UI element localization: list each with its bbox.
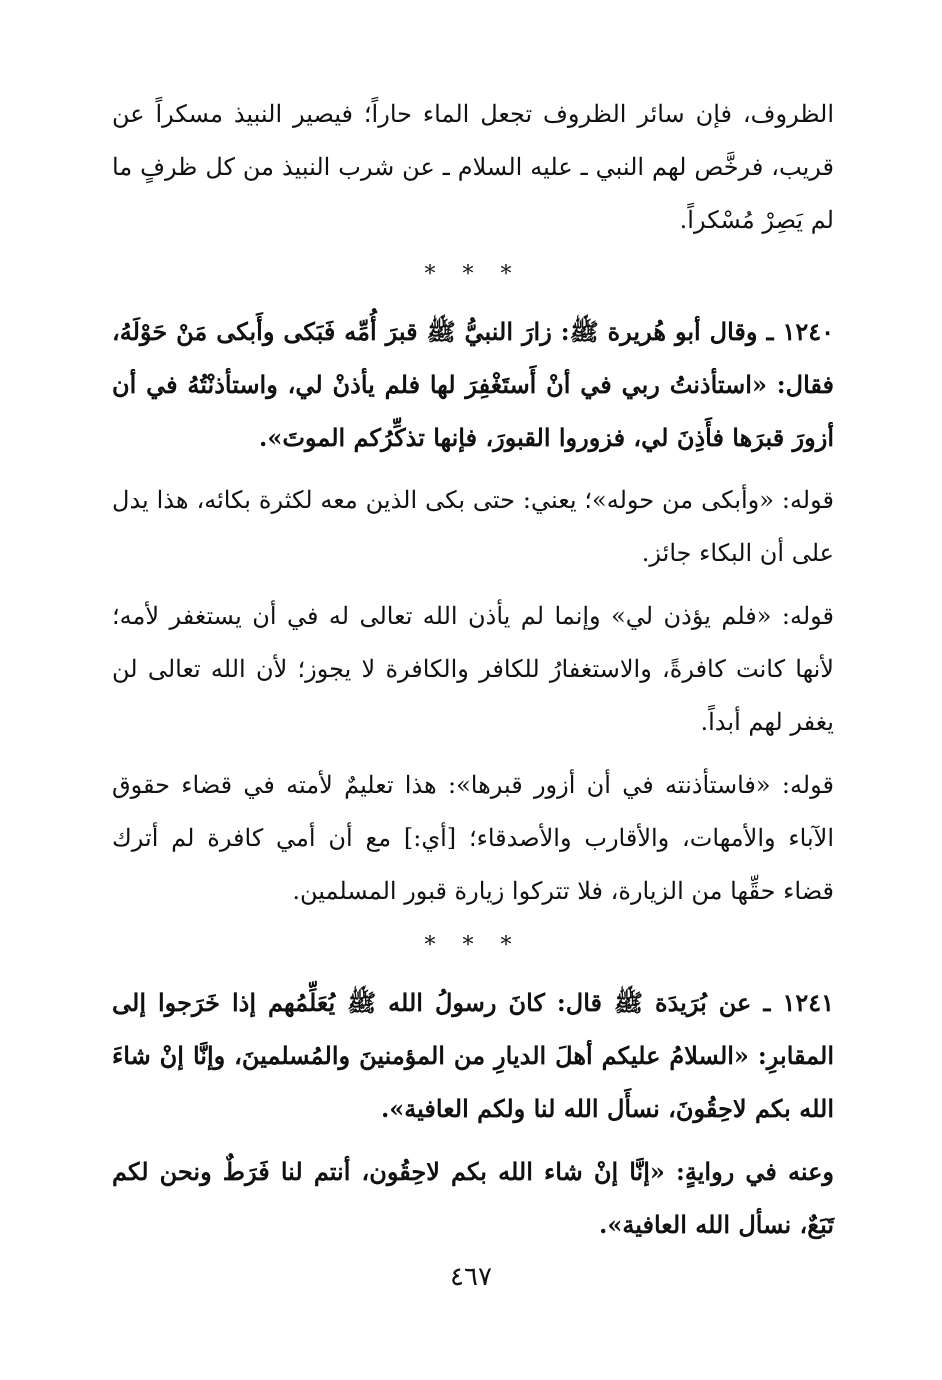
page-number: ٤٦٧ xyxy=(450,1262,492,1292)
commentary-visiting-grave: قوله: «فاستأذنته في أن أزور قبرها»: هذا تعليمٌ لأمته في قضاء حقوق الآباء والأمهات، والأقارب والأصدقاء؛ [أي:] مع أن أمي كافرة لم أترك قضاء حقِّها من الزيارة، فلا تتركوا زيارة قبور المسلمين. xyxy=(112,771,834,905)
hadith-1241-narration: وعنه في روايةٍ: «إنَّا إنْ شاء الله بكم لاحِقُون، أنتم لنا فَرَطٌ ونحن لكم تَبَعٌ، نسأل الله العافية». xyxy=(112,1157,834,1239)
commentary-forgiveness: قوله: «فلم يؤذن لي» وإنما لم يأذن الله تعالى له في أن يستغفر لأمه؛ لأنها كانت كافرةً، والاستغفارُ للكافر والكافرة لا يجوز؛ لأن الله تعالى لن يغفر لهم أبداً. xyxy=(112,602,834,736)
paragraph-continuation: الظروف، فإن سائر الظروف تجعل الماء حاراً؛ فيصير النبيذ مسكراً عن قريب، فرخَّص لهم النبي ـ عليه السلام ـ عن شرب النبيذ من كل ظرفٍ ما لم يَصِرْ مُسْكراً. xyxy=(112,100,835,234)
section-separator: * * * xyxy=(424,262,522,287)
section-separator-2: * * * xyxy=(424,933,522,958)
hadith-1240: ١٢٤٠ ـ وقال أبو هُريرة ﷺ: زارَ النبيُّ ﷺ قبرَ أُمِّه فَبَكى وأَبكى مَنْ حَوْلَهُ، فقال: «استأذنتُ ربي في أنْ أَستَغْفِرَ لها فلم يأذنْ لي، واستأذنْتُهُ في أن أزورَ قبرَها فأَذِنَ لي، فزوروا القبورَ، فإنها تذكِّرُكم الموتَ». xyxy=(112,317,834,452)
hadith-1241: ١٢٤١ ـ عن بُرَيدَة ﷺ قال: كانَ رسولُ الله ﷺ يُعَلِّمُهم إذا خَرَجوا إلى المقابرِ: «السلامُ عليكم أهلَ الديارِ من المؤمنينَ والمُسلمينَ، وإنَّا إنْ شاءَ الله بكم لاحِقُونَ، نسأَل الله لنا ولكم العافية». xyxy=(112,988,835,1123)
commentary-weeping: قوله: «وأبكى من حوله»؛ يعني: حتى بكى الذين معه لكثرة بكائه، هذا يدل على أن البكاء جائز. xyxy=(112,486,834,567)
page-body xyxy=(112,88,834,1251)
